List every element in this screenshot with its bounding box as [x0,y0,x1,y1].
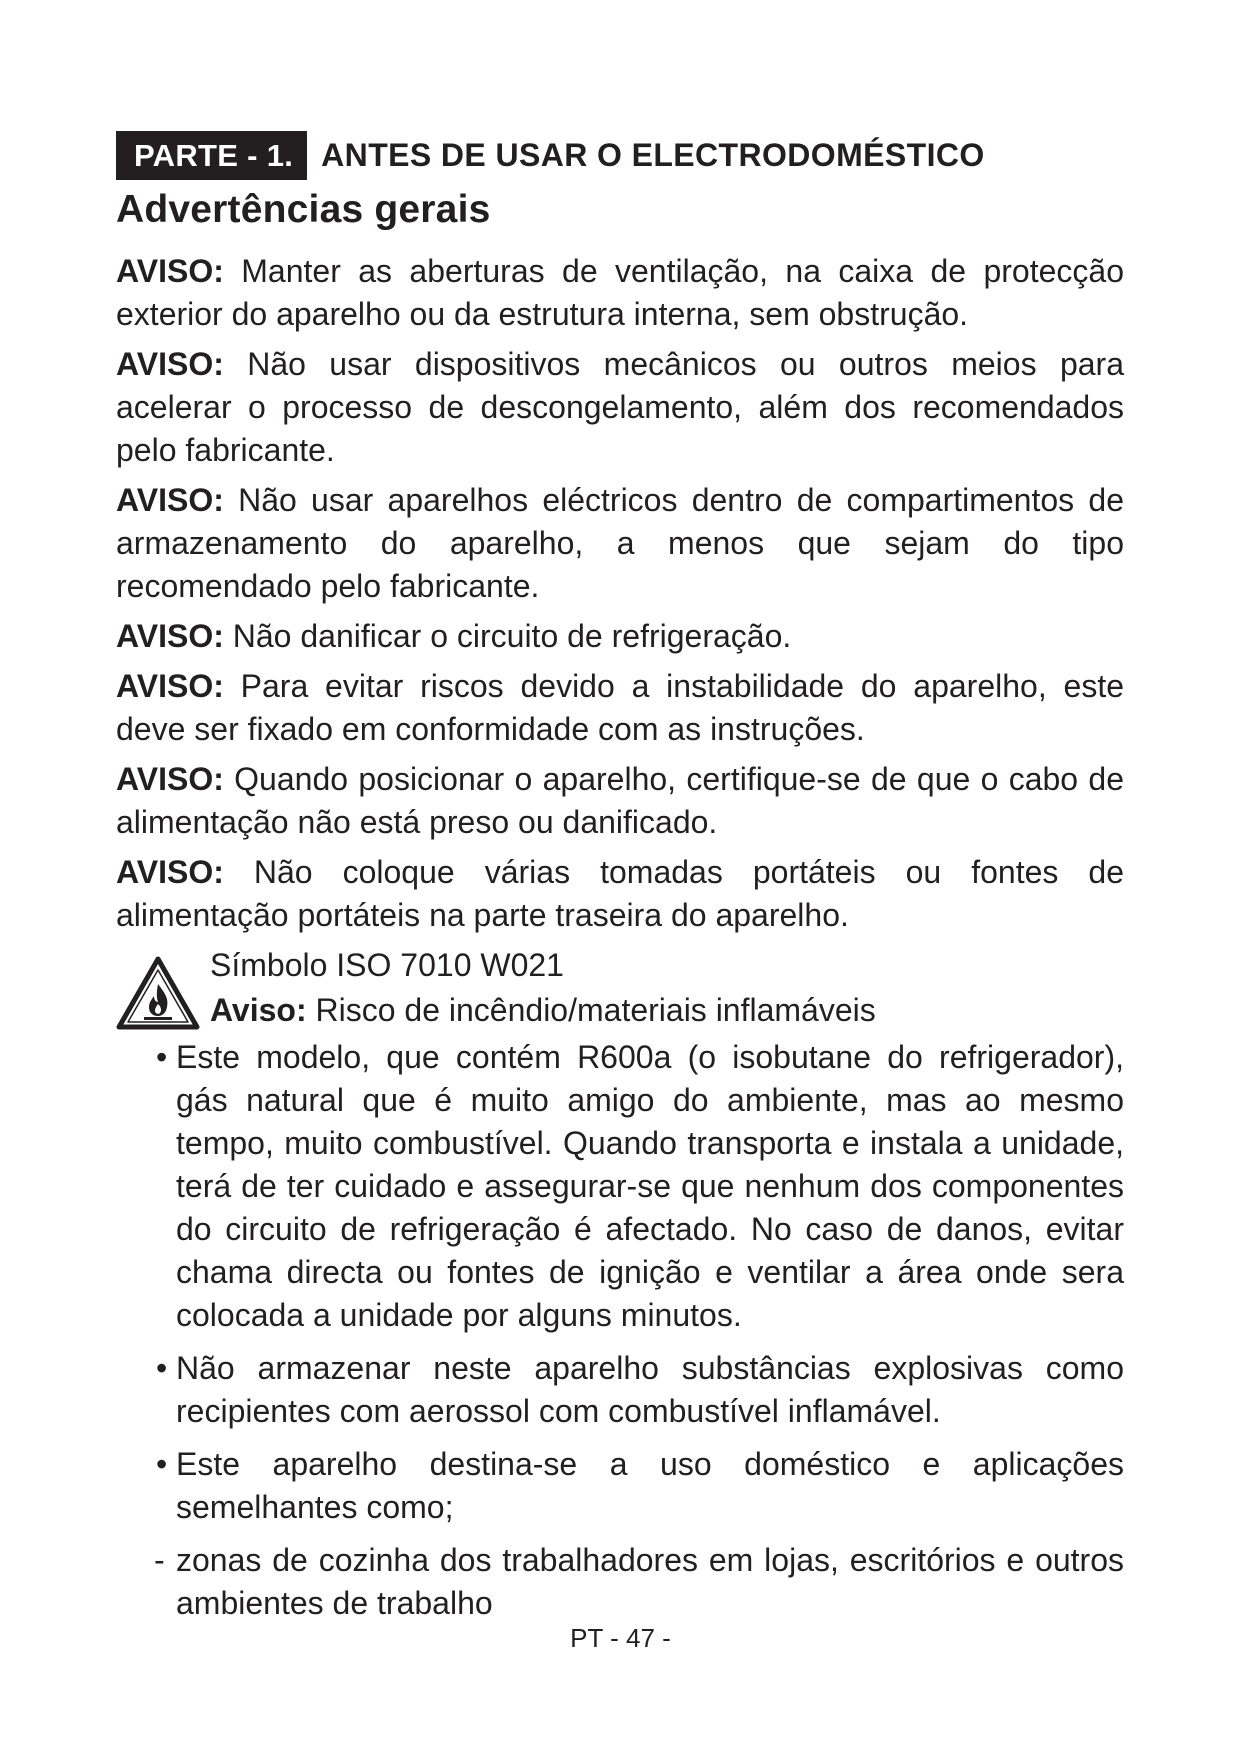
warning-paragraph [116,615,1124,658]
list-item-text: Este modelo, que contém R600a (o isobutane do refrigerador), gás natural que é muito amigo do ambiente, mas ao mesmo tempo, muito combustível. Quando transporta e instala a unidade, terá de ter cuidado e assegurar-se que nenhum dos componentes do circuito de refrigeração é afectado. No caso de danos, evitar chama directa ou fontes de ignição e ventilar a área onde sera colocada a unidade por alguns minutos. [176,1039,1124,1333]
part-badge: PARTE - 1. [116,131,307,180]
warning-paragraph [116,851,1124,937]
warning-label: AVISO: [116,482,224,518]
bullet-mark: • [156,1039,168,1075]
warning-label: AVISO: [116,761,224,797]
bullet-list [116,1036,1124,1625]
warning-label: AVISO: [116,668,224,704]
warning-text: Não usar aparelhos eléctricos dentro de compartimentos de armazenamento do aparelho, a menos que sejam do tipo recomendado pelo fabricante. [116,482,1124,604]
warning-label: AVISO: [116,346,224,382]
dash-mark: - [154,1542,165,1578]
warning-text: Para evitar riscos devido a instabilidade do aparelho, este deve ser fixado em conformidade com as instruções. [116,668,1124,747]
flammable-warning-icon [116,956,200,1030]
content [116,250,1124,1635]
part-title: ANTES DE USAR O ELECTRODOMÉSTICO [321,137,985,173]
warning-paragraph [116,343,1124,472]
warning-text: Quando posicionar o aparelho, certifique-se de que o cabo de alimentação não está preso ou danificado. [116,761,1124,840]
warning-text: Não coloque várias tomadas portáteis ou fontes de alimentação portáteis na parte traseira do aparelho. [116,854,1124,933]
iso-symbol-block [116,944,1124,1036]
list-item-text: Este aparelho destina-se a uso doméstico e aplicações semelhantes como; [176,1446,1124,1525]
warning-text: Não usar dispositivos mecânicos ou outros meios para acelerar o processo de descongelamento, além dos recomendados pelo fabricante. [116,346,1124,468]
list-item [116,1036,1124,1337]
warning-text: Não danificar o circuito de refrigeração. [223,618,792,654]
iso-symbol-warning-text: Risco de incêndio/materiais inflamáveis [306,992,876,1028]
list-item-text: zonas de cozinha dos trabalhadores em lojas, escritórios e outros ambientes de trabalho [176,1542,1124,1621]
warning-paragraph [116,665,1124,751]
warning-paragraph [116,758,1124,844]
bullet-mark: • [156,1446,168,1482]
warning-label: AVISO: [116,253,224,289]
list-item [116,1347,1124,1433]
list-item-text: Não armazenar neste aparelho substâncias explosivas como recipientes com aerossol com combustível inflamável. [176,1350,1124,1429]
part-header [116,131,985,180]
warning-label: AVISO: [116,618,224,654]
page-number: PT - 47 - [570,1623,671,1653]
warning-text: Manter as aberturas de ventilação, na caixa de protecção exterior do aparelho ou da estrutura interna, sem obstrução. [116,253,1124,332]
warning-label: AVISO: [116,854,224,890]
iso-symbol-warning-label: Aviso: [210,992,307,1028]
iso-symbol-warning [210,989,876,1032]
list-item [116,1443,1124,1529]
warning-paragraph [116,250,1124,336]
iso-symbol-title: Símbolo ISO 7010 W021 [210,947,564,983]
warning-paragraph [116,479,1124,608]
section-title: Advertências gerais [116,188,491,231]
bullet-mark: • [156,1350,168,1386]
list-item [116,1539,1124,1625]
